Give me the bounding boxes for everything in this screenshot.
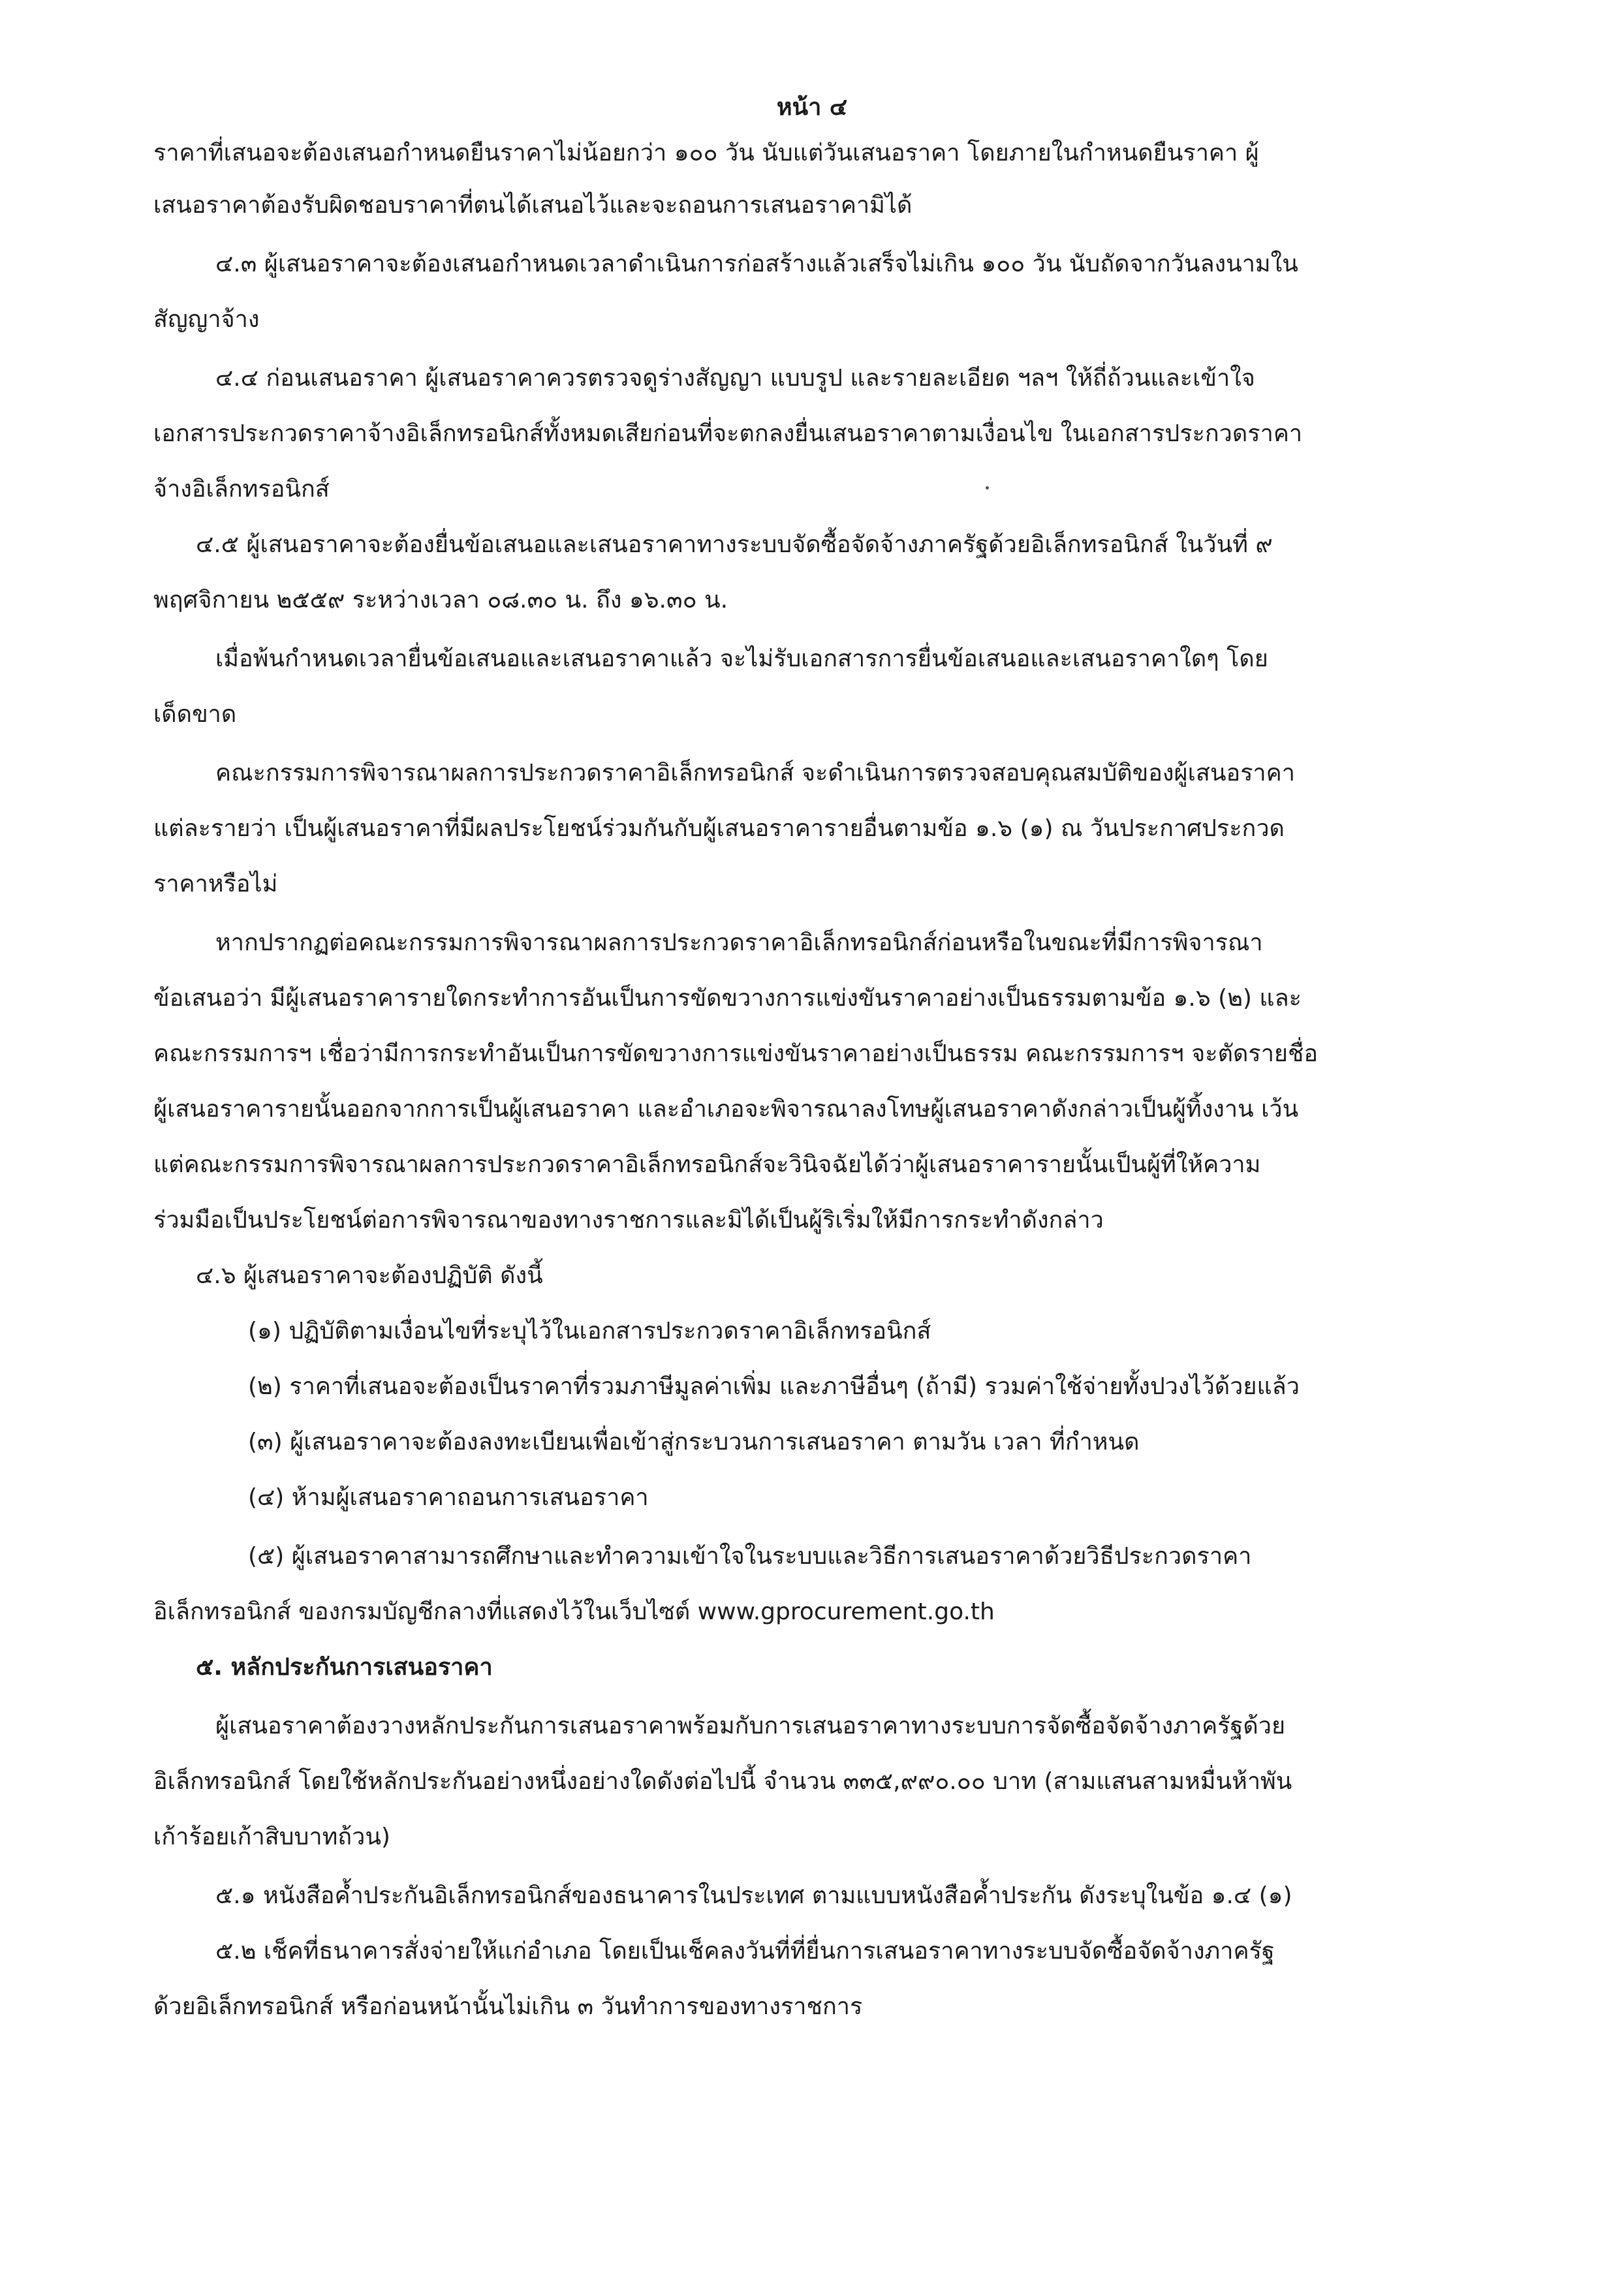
text-line: เก้าร้อยเก้าสิบบาทถ้วน) (153, 1824, 390, 1850)
text-line: ผู้เสนอราคารายนั้นออกจากการเป็นผู้เสนอราคา และอำเภอจะพิจารณาลงโทษผู้เสนอราคาดังกล่าวเป็นผู้ทิ้งงาน เว้น (153, 1096, 1299, 1123)
text-line: (๒) ราคาที่เสนอจะต้องเป็นราคาที่รวมภาษีมูลค่าเพิ่ม และภาษีอื่นๆ (ถ้ามี) รวมค่าใช้จ่ายทั้งปวงไว้ด้วยแล้ว (248, 1373, 1300, 1400)
text-line: คณะกรรมการพิจารณาผลการประกวดราคาอิเล็กทรอนิกส์ จะดำเนินการตรวจสอบคุณสมบัติของผู้เสนอราคา (215, 760, 1295, 786)
text-line: ผู้เสนอราคาต้องวางหลักประกันการเสนอราคาพร้อมกับการเสนอราคาทางระบบการจัดซื้อจัดจ้างภาครัฐด้วย (215, 1713, 1286, 1739)
text-line: หากปรากฏต่อคณะกรรมการพิจารณาผลการประกวดราคาอิเล็กทรอนิกส์ก่อนหรือในขณะที่มีการพิจารณา (215, 929, 1263, 956)
text-line: (๑) ปฏิบัติตามเงื่อนไขที่ระบุไว้ในเอกสารประกวดราคาอิเล็กทรอนิกส์ (248, 1318, 931, 1345)
text-line: ๕.๒ เช็คที่ธนาคารสั่งจ่ายให้แก่อำเภอ โดยเป็นเช็คลงวันที่ที่ยื่นการเสนอราคาทางระบบจัดซื้อจัดจ้างภาครัฐ (215, 1938, 1275, 1965)
page-number: หน้า ๔ (776, 94, 848, 121)
text-line: เด็ดขาด (153, 701, 237, 728)
text-line: ร่วมมือเป็นประโยชน์ต่อการพิจารณาของทางราชการและมิได้เป็นผู้ริเริ่มให้มีการกระทำดังกล่าว (153, 1207, 1104, 1234)
text-line: ๔.๔ ก่อนเสนอราคา ผู้เสนอราคาควรตรวจดูร่างสัญญา แบบรูป และรายละเอียด ฯลฯ ให้ถี่ถ้วนและเข้าใจ (215, 365, 1255, 392)
text-line: ๕.๑ หนังสือค้ำประกันอิเล็กทรอนิกส์ของธนาคารในประเทศ ตามแบบหนังสือค้ำประกัน ดังระบุในข้อ ๑.๔ (๑) (215, 1882, 1292, 1909)
text-line: เมื่อพ้นกำหนดเวลายื่นข้อเสนอและเสนอราคาแล้ว จะไม่รับเอกสารการยื่นข้อเสนอและเสนอราคาใดๆ โดย (215, 646, 1268, 672)
text-line: อิเล็กทรอนิกส์ โดยใช้หลักประกันอย่างหนึ่งอย่างใดดังต่อไปนี้ จำนวน ๓๓๕,๙๙๐.๐๐ บาท (สามแสนสามหมื่นห้าพัน (153, 1768, 1292, 1795)
text-line: ด้วยอิเล็กทรอนิกส์ หรือก่อนหน้านั้นไม่เกิน ๓ วันทำการของทางราชการ (153, 1993, 863, 2020)
text-line: (๕) ผู้เสนอราคาสามารถศึกษาและทำความเข้าใจในระบบและวิธีการเสนอราคาด้วยวิธีประกวดราคา (248, 1543, 1252, 1570)
text-line: (๓) ผู้เสนอราคาจะต้องลงทะเบียนเพื่อเข้าสู่กระบวนการเสนอราคา ตามวัน เวลา ที่กำหนด (248, 1429, 1140, 1455)
text-line: สัญญาจ้าง (153, 306, 260, 333)
text-line: ราคาหรือไม่ (153, 871, 278, 897)
text-line: เอกสารประกวดราคาจ้างอิเล็กทรอนิกส์ทั้งหมดเสียก่อนที่จะตกลงยื่นเสนอราคาตามเงื่อนไข ในเอกสารประกวดราคา (153, 420, 1303, 447)
text-line: คณะกรรมการฯ เชื่อว่ามีการกระทำอันเป็นการขัดขวางการแข่งขันราคาอย่างเป็นธรรม คณะกรรมการฯ จะตัดรายชื่อ (153, 1040, 1319, 1067)
text-line: เสนอราคาต้องรับผิดชอบราคาที่ตนได้เสนอไว้และจะถอนการเสนอราคามิได้ (153, 192, 913, 219)
section-heading: ๕. หลักประกันการเสนอราคา (196, 1654, 493, 1681)
scan-speck (986, 486, 989, 490)
text-line: แต่ละรายว่า เป็นผู้เสนอราคาที่มีผลประโยชน์ร่วมกันกับผู้เสนอราคารายอื่นตามข้อ ๑.๖ (๑) ณ วันประกาศประกวด (153, 815, 1285, 842)
text-line: อิเล็กทรอนิกส์ ของกรมบัญชีกลางที่แสดงไว้ในเว็บไซต์ www.gprocurement.go.th (153, 1598, 995, 1625)
text-line: ราคาที่เสนอจะต้องเสนอกำหนดยืนราคาไม่น้อยกว่า ๑๐๐ วัน นับแต่วันเสนอราคา โดยภายในกำหนดยืนราคา ผู้ (153, 140, 1259, 166)
text-line: (๔) ห้ามผู้เสนอราคาถอนการเสนอราคา (248, 1484, 649, 1511)
text-line: พฤศจิกายน ๒๕๕๙ ระหว่างเวลา ๐๘.๓๐ น. ถึง ๑๖.๓๐ น. (153, 587, 728, 614)
text-line: ๔.๕ ผู้เสนอราคาจะต้องยื่นข้อเสนอและเสนอราคาทางระบบจัดซื้อจัดจ้างภาครัฐด้วยอิเล็กทรอนิกส์ ในวันที่ ๙ (196, 531, 1273, 558)
text-line: จ้างอิเล็กทรอนิกส์ (153, 476, 330, 503)
text-line: ข้อเสนอว่า มีผู้เสนอราคารายใดกระทำการอันเป็นการขัดขวางการแข่งขันราคาอย่างเป็นธรรมตามข้อ ๑.๖ (๒) และ (153, 985, 1302, 1012)
text-line: ๔.๖ ผู้เสนอราคาจะต้องปฏิบัติ ดังนี้ (196, 1262, 543, 1289)
text-line: ๔.๓ ผู้เสนอราคาจะต้องเสนอกำหนดเวลาดำเนินการก่อสร้างแล้วเสร็จไม่เกิน ๑๐๐ วัน นับถัดจากวันลงนามใน (215, 251, 1298, 277)
text-line: แต่คณะกรรมการพิจารณาผลการประกวดราคาอิเล็กทรอนิกส์จะวินิจฉัยได้ว่าผู้เสนอราคารายนั้นเป็นผู้ที่ให้ความ (153, 1151, 1261, 1178)
